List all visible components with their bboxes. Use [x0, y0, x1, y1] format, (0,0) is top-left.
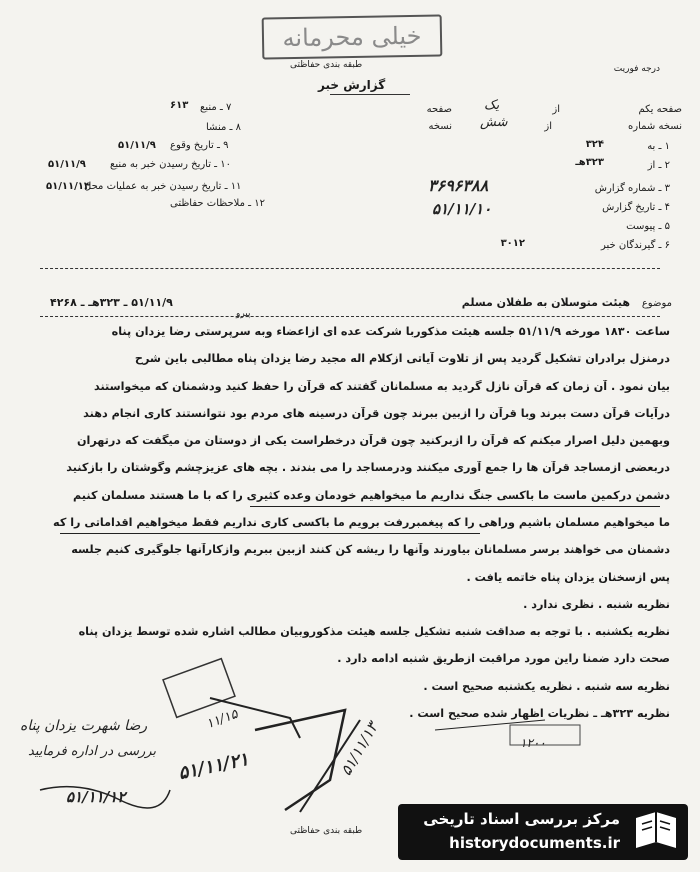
- handwritten-date-1: ۵۱/۱۱/۱۲: [66, 788, 126, 806]
- body-line: صحت دارد ضمنا راین مورد مراقبت ازطریق شنبه ادامه دارد .: [337, 652, 670, 665]
- report-title: گزارش خبر: [318, 78, 386, 92]
- handwritten-note-2: بررسی در اداره فرمایید: [28, 744, 157, 759]
- copy-word: نسخه: [428, 121, 452, 132]
- field-to-value: ۳۲۴: [585, 139, 604, 150]
- field-report-date-value: ۵۱/۱۱/۱۰: [432, 200, 492, 218]
- field-origin-label: ۸ ـ منشا: [206, 122, 242, 133]
- body-line: نظریه ۳۲۳هـ ـ نظریات اظهار شده صحیح است .: [409, 707, 670, 720]
- field-report-number-value: ۳۶۹۶۳۸۸: [428, 176, 489, 195]
- field-security-notes-label: ۱۲ ـ ملاحظات حفاظتی: [170, 198, 265, 209]
- field-recipients-label: ۶ ـ گیرندگان خبر: [600, 240, 670, 251]
- body-line: دربعضی ازمساجد قرآن ها را جمع آوری میکنند ودرمساجد را می بندند . بچه های عزیزچشم وگوشتان را بازکنید: [66, 461, 670, 474]
- subject-separator: [40, 316, 660, 317]
- field-occurrence-date-label: ۹ ـ تاریخ وقوع: [170, 140, 229, 151]
- field-receipt-source-value: ۵۱/۱۱/۹: [48, 159, 86, 170]
- body-line: بیان نمود . آن زمان که قرآن نازل گردید به مسلمانان گفتند که قرآن را حفظ کنید ودشمنان که میخواستند: [93, 380, 670, 393]
- body-line: درآیات قرآن دست ببرند وبا قرآن را ازبین ببرند چون قرآن درسینه های مردم بود نتوانستند کاری انجام دهند: [83, 407, 670, 420]
- watermark-logo: [398, 804, 688, 860]
- copy-label: نسخه شماره: [628, 121, 682, 132]
- copy-count-handwritten: شش: [480, 115, 508, 130]
- page-label: صفحه یکم: [638, 104, 682, 115]
- handwritten-date-2: ۵۱/۱۱/۲۱: [176, 748, 251, 785]
- page-count-handwritten: یک: [484, 98, 500, 113]
- priority-label: درجه فوریت: [613, 64, 660, 74]
- field-from-label: ۲ ـ از: [647, 160, 670, 171]
- field-attachment-label: ۵ ـ پیوست: [626, 221, 670, 232]
- classification-line-top: طبقه بندی حفاظتی: [290, 60, 363, 70]
- logo-english-text: historydocuments.ir: [449, 834, 620, 852]
- field-to-label: ۱ ـ به: [647, 141, 670, 152]
- body-line: دشمن درکمین ماست ما باکسی جنگ نداریم ما میخواهیم خودمان وعده کثیری را که با ما هستند مسلمان کنیم: [73, 489, 670, 502]
- subject-reference: ۵۱/۱۱/۹ ـ ۳۲۳هـ ـ ۴۲۶۸: [50, 296, 173, 309]
- classification-stamp: [262, 14, 443, 59]
- body-line: وبهمین دلیل اصرار میکنم که قرآن را ازبرکنید چون قرآن درخطراست یکی از دوستان من میگفت که درتهران: [76, 434, 670, 447]
- handwritten-note-1: رضا شهرت یزدان پناه: [20, 718, 148, 734]
- field-report-number-label: ۳ ـ شماره گزارش: [594, 183, 670, 194]
- body-underline: [60, 533, 480, 534]
- stamp-code: ۱۲۰۰: [520, 736, 546, 750]
- body-line: نظریه شنبه . نظری ندارد .: [523, 598, 670, 611]
- body-line: درمنزل برادران تشکیل گردید پس از تلاوت آیاتی ازکلام اله مجید رضا یزدان پناه مطالبی باین شرح: [134, 352, 670, 365]
- subject-text: هیئت متوسلان به طفلان مسلم: [461, 296, 630, 309]
- copy-of: از: [544, 121, 552, 132]
- title-underline: [330, 94, 410, 95]
- field-receipt-source-label: ۱۰ ـ تاریخ رسیدن خبر به منبع: [110, 159, 232, 170]
- field-occurrence-date-value: ۵۱/۱۱/۹: [118, 140, 156, 151]
- body-underline: [250, 506, 660, 507]
- logo-arabic-text: مرکز بررسی اسناد تاریخی: [423, 810, 620, 828]
- handwritten-date-3: ۵۱/۱۱/۱۳: [336, 719, 382, 779]
- pirov-label: پیرو: [236, 309, 251, 319]
- body-line: ساعت ۱۸۳۰ مورخه ۵۱/۱۱/۹ جلسه هیئت مذکوربا شرکت عده ای ازاعضاء وبه سرپرستی رضا یزدان پناه: [111, 325, 670, 338]
- field-report-date-label: ۴ ـ تاریخ گزارش: [602, 202, 670, 213]
- field-source-label: ۷ ـ منبع: [200, 102, 232, 113]
- body-line: نظریه سه شنبه . نظریه یکشنبه صحیح است .: [423, 680, 670, 693]
- classification-line-bottom: طبقه بندی حفاظتی: [290, 826, 363, 836]
- page-word: صفحه: [426, 104, 452, 115]
- body-line: نظریه یکشنبه . با توجه به صداقت شنبه تشکیل جلسه هیئت مذکوروبیان مطالب اشاره شده توسط یزدان پناه: [78, 625, 670, 638]
- field-receipt-ops-label: ۱۱ ـ تاریخ رسیدن خبر به عملیات محل: [84, 181, 242, 192]
- stamp-small: ۱۱/۱۵: [204, 706, 240, 733]
- field-from-value: ۳۲۳هـ: [575, 157, 604, 168]
- classification-stamp-text: خیلی محرمانه: [282, 21, 422, 53]
- field-receipt-ops-value: ۵۱/۱۱/۱۴: [46, 181, 90, 192]
- book-icon: [630, 808, 682, 856]
- page-of: از: [552, 104, 560, 115]
- body-line: ما میخواهیم مسلمان باشیم وراهی را که پیغمبررفت برویم ما باکسی کاری نداریم فقط میخواهیم اقداماتی را که: [53, 516, 670, 529]
- subject-label: موضوع: [641, 298, 672, 309]
- body-line: پس ازسخنان یزدان پناه خاتمه یافت .: [466, 571, 670, 584]
- field-recipients-value: ۳۰۱۲: [500, 238, 525, 249]
- body-line: دشمنان می خواهند برسر مسلمانان بیاورند وآنها را ریشه کن کنند ازبین ببریم وازکارآنها جلوگیری کنیم جلسه: [71, 543, 670, 556]
- header-separator: [40, 268, 660, 269]
- field-source-value: ۶۱۳: [170, 100, 189, 111]
